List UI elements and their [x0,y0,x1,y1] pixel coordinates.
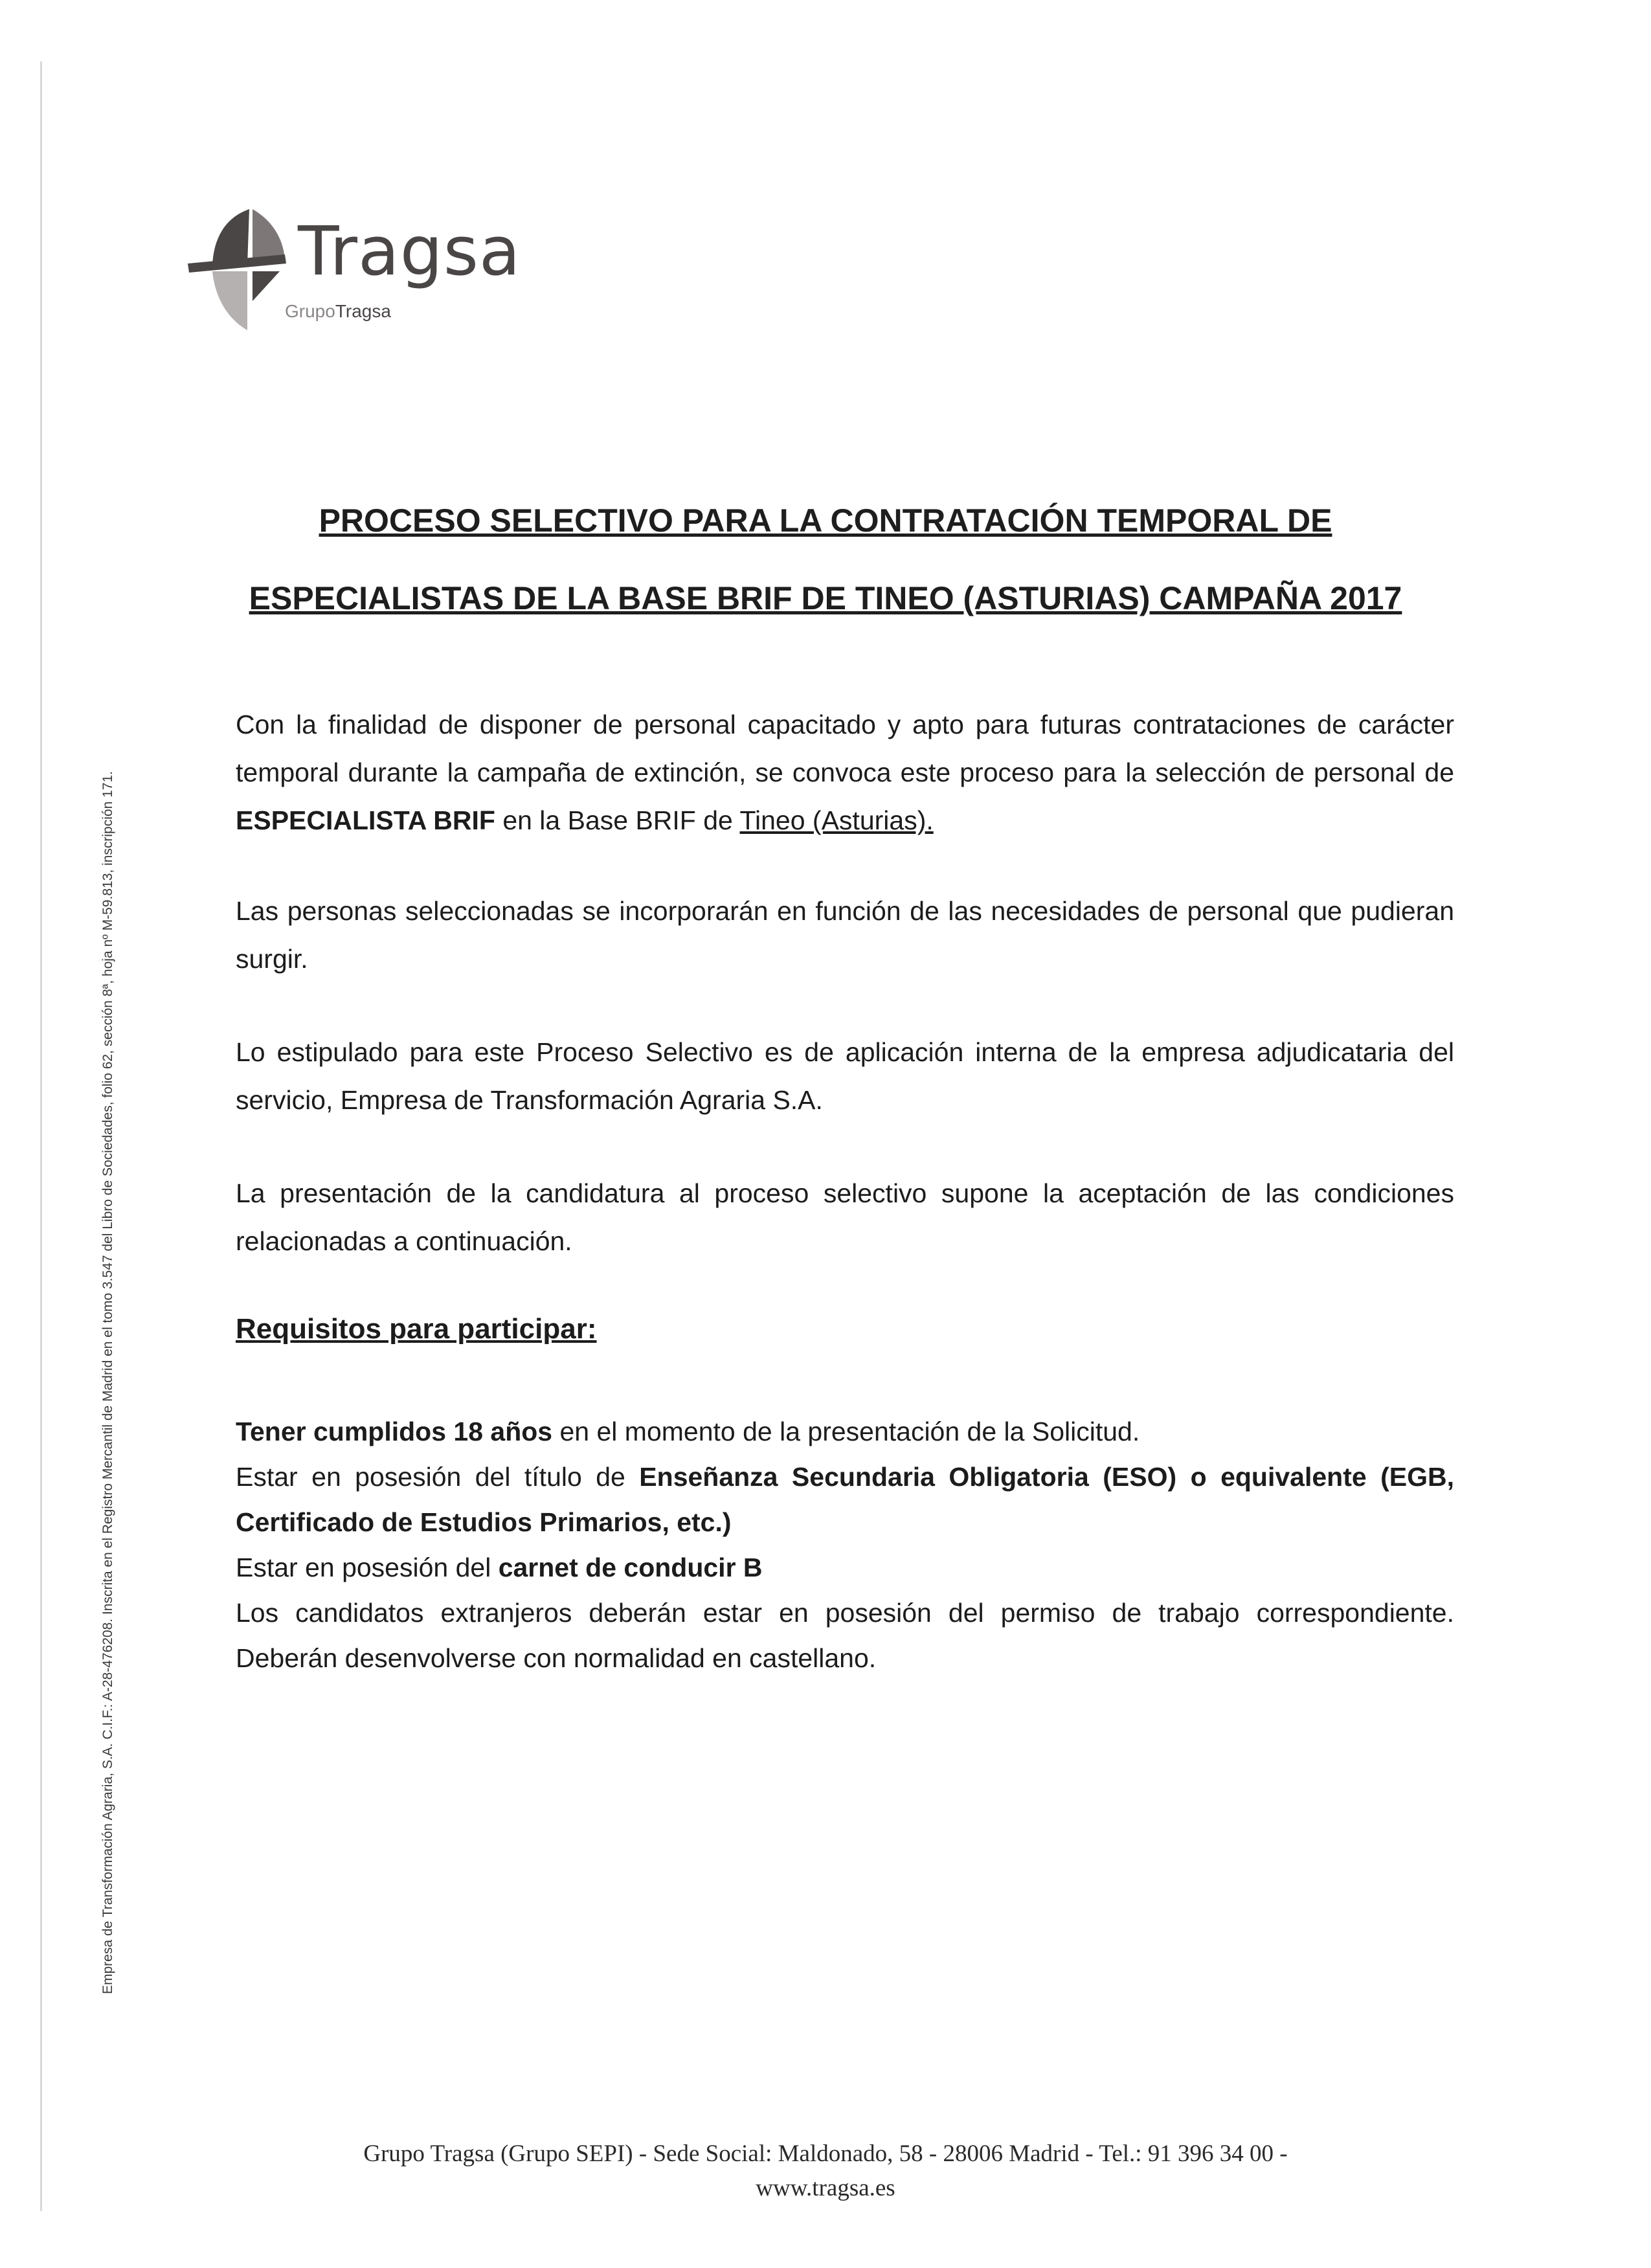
document-title-line-2: ESPECIALISTAS DE LA BASE BRIF DE TINEO (ASTURIAS) CAMPAÑA 2017 [249,580,1402,616]
footer-website: www.tragsa.es [756,2175,895,2201]
requirement-education-text: Estar en posesión del título de [236,1462,640,1492]
paragraph-incorporation: Las personas seleccionadas se incorporarán en función de las necesidades de personal que pudieran surgir. [236,896,1454,974]
requirements-heading: Requisitos para participar: [236,1313,597,1345]
logo-sub-suffix: Tragsa [335,301,391,321]
requirement-age [236,1409,1454,1454]
logo-sub-prefix: Grupo [285,301,335,321]
requirement-age-text: en el momento de la presentación de la Solicitud. [552,1417,1140,1446]
requirement-license [236,1545,1454,1590]
paragraph-internal-application: Lo estipulado para este Proceso Selectivo es de aplicación interna de la empresa adjudicataria del servicio, Empresa de Transformación Agraria S.A. [236,1037,1454,1115]
paragraph-purpose [236,701,1454,844]
requirements-list [236,1409,1454,1681]
registry-side-note: Empresa de Transformación Agraria, S.A. C.I.F.: A-28-476208. Inscrita en el Registro Mercantil de Madrid en el tomo 3.547 del Libro de Sociedades, folio 62, sección 8ª, hoja nº M-59.813, inscripción 171. [100,771,115,1994]
logo-subtitle [285,301,391,322]
paragraph-purpose-location: Tineo (Asturias). [739,805,934,835]
tragsa-logo [188,197,524,340]
requirement-education-bold: Enseñanza Secundaria Obligatoria (ESO) o equivalente (EGB, Certificado de Estudios Primarios, etc.) [236,1462,1454,1537]
paragraph-purpose-bold: ESPECIALISTA BRIF [236,805,495,835]
requirement-age-bold: Tener cumplidos 18 años [236,1417,553,1446]
footer-address: Grupo Tragsa (Grupo SEPI) - Sede Social: Maldonado, 58 - 28006 Madrid - Tel.: 91 396 34 00 - [363,2140,1288,2167]
paragraph-purpose-text-b: en la Base BRIF de [495,805,740,835]
document-title-line-1: PROCESO SELECTIVO PARA LA CONTRATACIÓN TEMPORAL DE [319,502,1332,539]
requirement-education [236,1454,1454,1545]
paragraph-acceptance: La presentación de la candidatura al proceso selectivo supone la aceptación de las condiciones relacionadas a continuación. [236,1178,1454,1256]
requirement-foreign-candidates: Los candidatos extranjeros deberán estar en posesión del permiso de trabajo correspondiente. Deberán desenvolverse con normalidad en castellano. [236,1598,1454,1673]
requirement-license-text: Estar en posesión del [236,1553,499,1582]
logo-wordmark: Tragsa [298,212,521,291]
scan-edge-line [40,62,42,2211]
requirement-license-bold: carnet de conducir B [498,1553,763,1582]
paragraph-purpose-text-a: Con la finalidad de disponer de personal capacitado y apto para futuras contrataciones de carácter temporal durante la campaña de extinción, se convoca este proceso para la selección de personal de [236,710,1454,787]
